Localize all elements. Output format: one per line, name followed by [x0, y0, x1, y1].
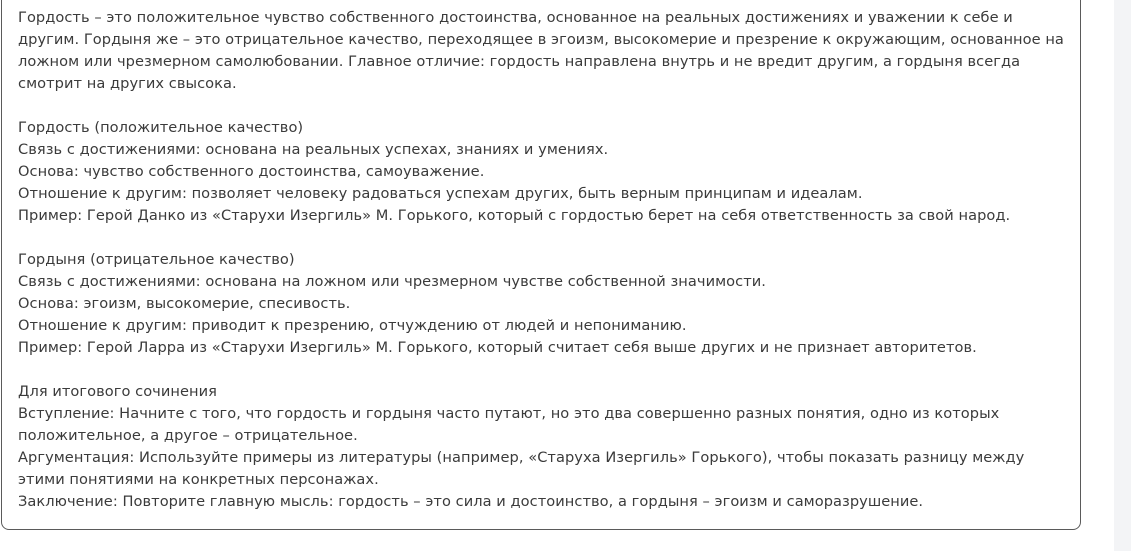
pride-line: Отношение к другим: позволяет человеку радоваться успехам других, быть верным принципам и идеалам.: [18, 185, 863, 202]
arrogance-line: Основа: эгоизм, высокомерие, спесивость.: [18, 295, 351, 312]
paragraph-gap: [18, 227, 1080, 249]
arrogance-line: Отношение к другим: приводит к презрению, отчуждению от людей и непониманию.: [18, 317, 687, 334]
answer-card: [1, 0, 1081, 530]
pride-line: Основа: чувство собственного достоинства, самоуважение.: [18, 163, 485, 180]
pride-line: Пример: Герой Данко из «Старухи Изергиль» М. Горького, который с гордостью берет на себя ответственность за свой народ.: [18, 207, 1011, 224]
intro-line: Гордость – это положительное чувство собственного достоинства, основанное на реальных достижениях и уважении к себе и: [18, 9, 1013, 26]
essay-line: Заключение: Повторите главную мысль: гордость – это сила и достоинство, а гордыня – эгоизм и саморазрушение.: [18, 493, 924, 510]
essay-line: положительное, а другое – отрицательное.: [18, 427, 358, 444]
right-side-rail: [1114, 0, 1131, 551]
arrogance-line: Связь с достижениями: основана на ложном или чрезмерном чувстве собственной значимости.: [18, 273, 766, 290]
paragraph-gap: [18, 95, 1080, 117]
intro-line: смотрит на других свысока.: [18, 75, 237, 92]
paragraph-gap: [18, 359, 1080, 381]
section-heading-arrogance: Гордыня (отрицательное качество): [18, 251, 295, 268]
section-heading-essay: Для итогового сочинения: [18, 383, 217, 400]
essay-line: этими понятиями на конкретных персонажах.: [18, 471, 379, 488]
essay-line: Аргументация: Используйте примеры из литературы (например, «Старуха Изергиль» Горького), чтобы показать разницу между: [18, 449, 1025, 466]
intro-line: другим. Гордыня же – это отрицательное качество, переходящее в эгоизм, высокомерие и презрение к окружающим, основанное на: [18, 31, 1064, 48]
intro-line: ложном или чрезмерном самолюбовании. Главное отличие: гордость направлена внутрь и не вредит другим, а гордыня всегда: [18, 53, 1021, 70]
arrogance-line: Пример: Герой Ларра из «Старухи Изергиль» М. Горького, который считает себя выше других и не признает авторитетов.: [18, 339, 977, 356]
answer-text: [18, 7, 1080, 513]
essay-line: Вступление: Начните с того, что гордость и гордыня часто путают, но это два совершенно разных понятия, одно из которых: [18, 405, 1000, 422]
section-heading-pride: Гордость (положительное качество): [18, 119, 304, 136]
pride-line: Связь с достижениями: основана на реальных успехах, знаниях и умениях.: [18, 141, 609, 158]
